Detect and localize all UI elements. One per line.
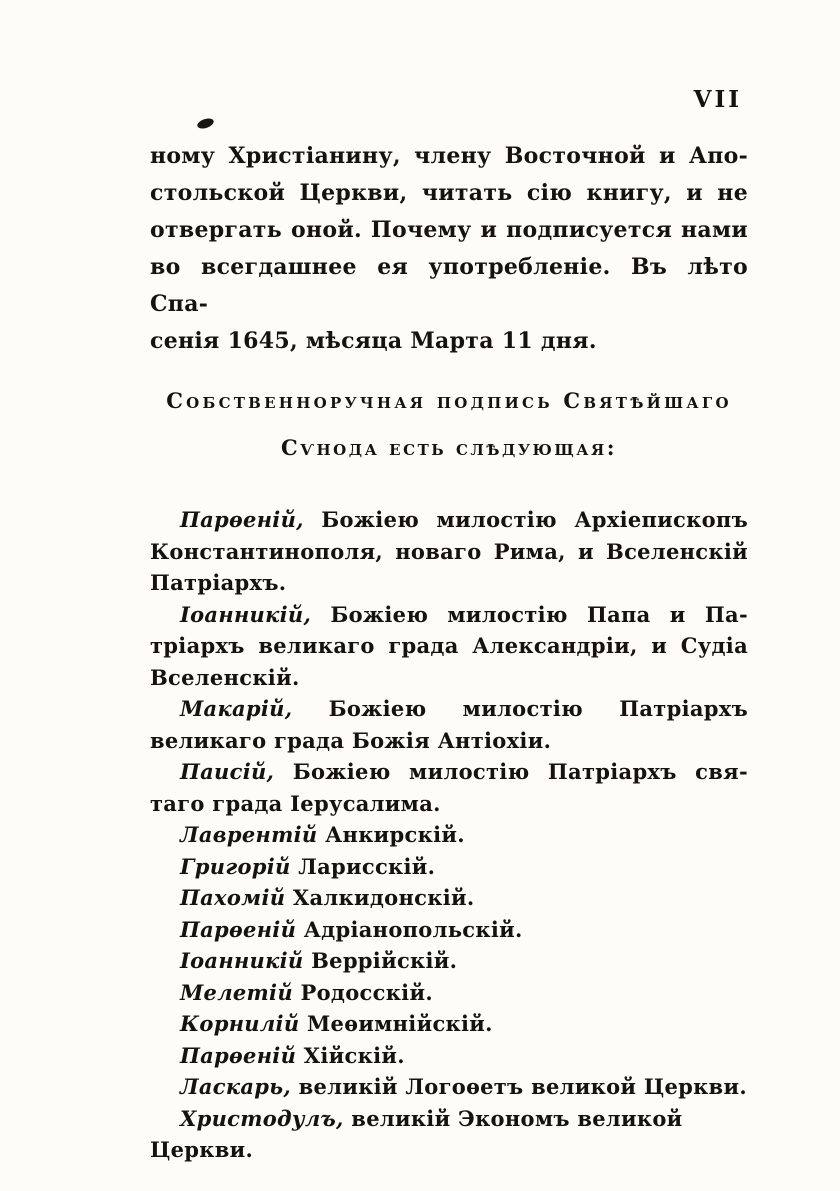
entry-line	[150, 914, 748, 946]
signatory-name: Христодулъ,	[180, 1105, 344, 1131]
entry-line	[150, 1008, 748, 1040]
ink-smudge	[196, 117, 215, 131]
signature-entry	[150, 1008, 748, 1040]
heading-line-1: Собственноручная подпись Святѣйшаго	[166, 388, 732, 413]
entry-line	[150, 945, 748, 977]
paragraph-line: во всегдашнее ея употребленіе. Въ лѣто Спа-	[150, 254, 748, 317]
signatory-title: Родосскій.	[300, 979, 433, 1005]
signature-entry	[150, 914, 748, 946]
section-heading	[150, 377, 748, 471]
signature-entry	[150, 693, 748, 756]
signature-entry	[150, 945, 748, 977]
signature-entry	[150, 1071, 748, 1103]
signature-entry	[150, 882, 748, 914]
signatory-name: Корнилій	[180, 1011, 300, 1036]
paragraph-line: ному Христіанину, члену Восточной и Апо-	[150, 143, 748, 169]
signature-entry	[150, 977, 748, 1009]
paragraph-line: стольской Церкви, читать сію книгу, и не	[150, 180, 748, 206]
entry-line	[150, 1040, 748, 1072]
entry-line	[150, 819, 748, 851]
heading-line-2: Сѵнода есть слѣдующая:	[280, 435, 618, 460]
body-paragraph	[150, 138, 748, 360]
entry-line	[150, 504, 748, 536]
signatory-name: Іоанникій,	[180, 601, 312, 627]
signatory-name: Макарій,	[180, 696, 293, 721]
entry-line	[150, 1103, 748, 1166]
signature-entry	[150, 756, 748, 819]
signature-entry	[150, 819, 748, 851]
entry-line: таго града Іерусалима.	[150, 790, 441, 816]
signatory-name: Григорій	[180, 853, 291, 879]
signatory-title: великій Логоѳетъ великой Церкви.	[298, 1074, 747, 1099]
signatory-title: Божіею милостію Патріархъ	[328, 696, 748, 721]
page-number: VII	[693, 86, 742, 113]
signatory-title: великій Экономъ великой Церкви.	[150, 1105, 683, 1162]
entry-line	[150, 1071, 748, 1103]
signatory-name: Пахомій	[180, 885, 286, 910]
entry-line: великаго града Божія Антіохіи.	[150, 727, 552, 753]
signatory-name: Лаврентій	[180, 822, 318, 847]
text-block	[150, 138, 748, 1166]
entry-line	[150, 693, 748, 725]
signature-entry	[150, 599, 748, 694]
signatory-name: Паисій,	[180, 759, 275, 784]
signatory-title: Божіею милостію Патріархъ свя-	[292, 759, 748, 784]
signatory-name: Мелетій	[180, 979, 293, 1005]
signature-entry	[150, 851, 748, 883]
entry-line: Вселенскій.	[150, 664, 300, 690]
entry-line	[150, 977, 748, 1009]
entry-line	[150, 599, 748, 631]
signatory-name: Іоанникій	[180, 948, 304, 973]
entry-line	[150, 882, 748, 914]
entry-line	[150, 756, 748, 788]
signatory-title: Ларисскій.	[298, 853, 436, 879]
signatory-title: Божіею милостію Архіепископъ	[321, 507, 748, 532]
signatory-title: Веррійскій.	[311, 948, 458, 973]
signature-entry	[150, 504, 748, 599]
entry-line	[150, 851, 748, 883]
signatory-title: Анкирскій.	[325, 822, 465, 847]
signature-entry	[150, 1040, 748, 1072]
signatory-title: Меѳимнійскій.	[307, 1011, 493, 1036]
signature-entry	[150, 1103, 748, 1166]
signatory-title: Хійскій.	[303, 1042, 405, 1068]
signatory-title: Адріанопольскій.	[303, 916, 523, 942]
signatory-name: Парѳеній	[180, 916, 297, 942]
signatory-name: Ласкарь,	[180, 1074, 292, 1099]
entry-line: Патріархъ.	[150, 570, 287, 595]
signatory-title: Халкидонскій.	[292, 885, 475, 910]
signatory-name: Парѳеній,	[180, 507, 304, 532]
entry-line: тріархъ великаго града Александріи, и Судіа	[150, 633, 748, 658]
signatory-name: Парѳеній	[180, 1042, 297, 1068]
paragraph-line: отвергать оной. Почему и подписуется нами	[150, 217, 748, 243]
signatory-title: Божіею милостію Папа и Па-	[330, 601, 748, 627]
entry-line: Константинополя, новаго Рима, и Вселенскій	[150, 538, 748, 564]
paragraph-line: сенія 1645, мѣсяца Марта 11 дня.	[150, 328, 597, 354]
signature-list	[150, 504, 748, 1166]
